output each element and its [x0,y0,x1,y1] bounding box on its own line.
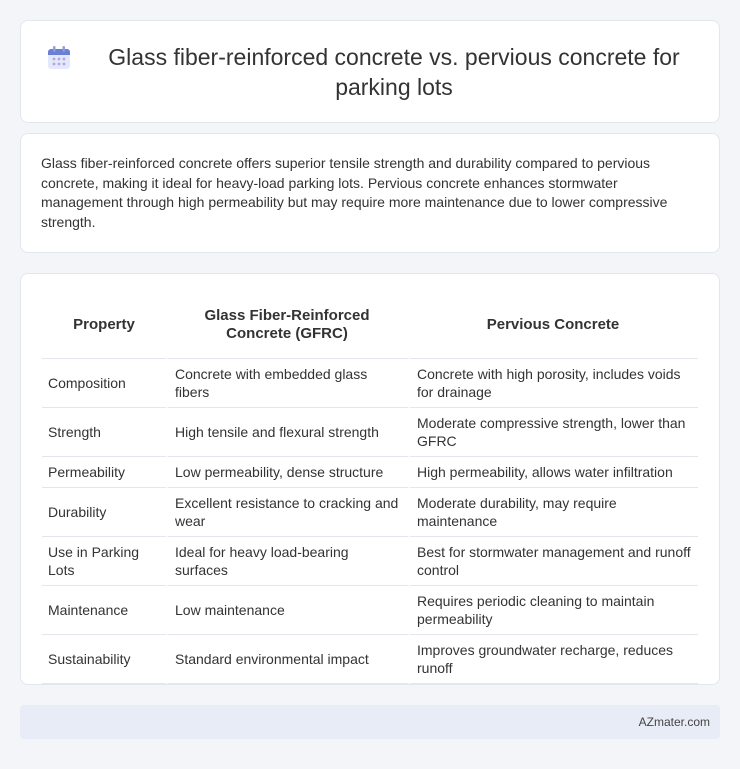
row-gfrc: Low maintenance [166,585,408,634]
row-pervious: Best for stormwater management and runoff control [408,536,698,585]
table-row [42,487,698,536]
table-row [42,536,698,585]
row-gfrc: Ideal for heavy load-bearing surfaces [166,536,408,585]
table-row [42,634,698,684]
row-gfrc: High tensile and flexural strength [166,407,408,456]
table-row [42,358,698,407]
table-row [42,407,698,456]
footer-source: AZmater.com [638,715,710,729]
table-row [42,585,698,634]
row-pervious: Improves groundwater recharge, reduces runoff [408,634,698,684]
summary-text: Glass fiber-reinforced concrete offers superior tensile strength and durability compared to pervious concrete, making it ideal for heavy-load parking lots. Pervious concrete enhances stormwater management through high permeability but may require more maintenance due to lower compressive strength. [41,155,668,230]
row-property: Durability [42,487,166,536]
row-gfrc: Concrete with embedded glass fibers [166,358,408,407]
summary-card [20,133,720,253]
header-pervious: Pervious Concrete [408,294,698,358]
row-pervious: Moderate durability, may require maintenance [408,487,698,536]
footer [20,705,720,739]
comparison-table [42,294,698,684]
row-property: Strength [42,407,166,456]
title-card [20,20,720,123]
row-gfrc: Standard environmental impact [166,634,408,684]
calendar-icon [45,44,73,72]
row-property: Composition [42,358,166,407]
header-gfrc: Glass Fiber-Reinforced Concrete (GFRC) [166,294,408,358]
row-gfrc: Excellent resistance to cracking and wear [166,487,408,536]
row-property: Permeability [42,456,166,487]
row-pervious: High permeability, allows water infiltration [408,456,698,487]
row-property: Maintenance [42,585,166,634]
row-property: Use in Parking Lots [42,536,166,585]
row-pervious: Concrete with high porosity, includes voids for drainage [408,358,698,407]
header-property: Property [42,294,166,358]
row-property: Sustainability [42,634,166,684]
page-title: Glass fiber-reinforced concrete vs. pervious concrete for parking lots [108,43,680,100]
row-gfrc: Low permeability, dense structure [166,456,408,487]
table-row [42,456,698,487]
table-card [20,273,720,685]
table-header-row [42,294,698,358]
row-pervious: Requires periodic cleaning to maintain permeability [408,585,698,634]
row-pervious: Moderate compressive strength, lower than GFRC [408,407,698,456]
